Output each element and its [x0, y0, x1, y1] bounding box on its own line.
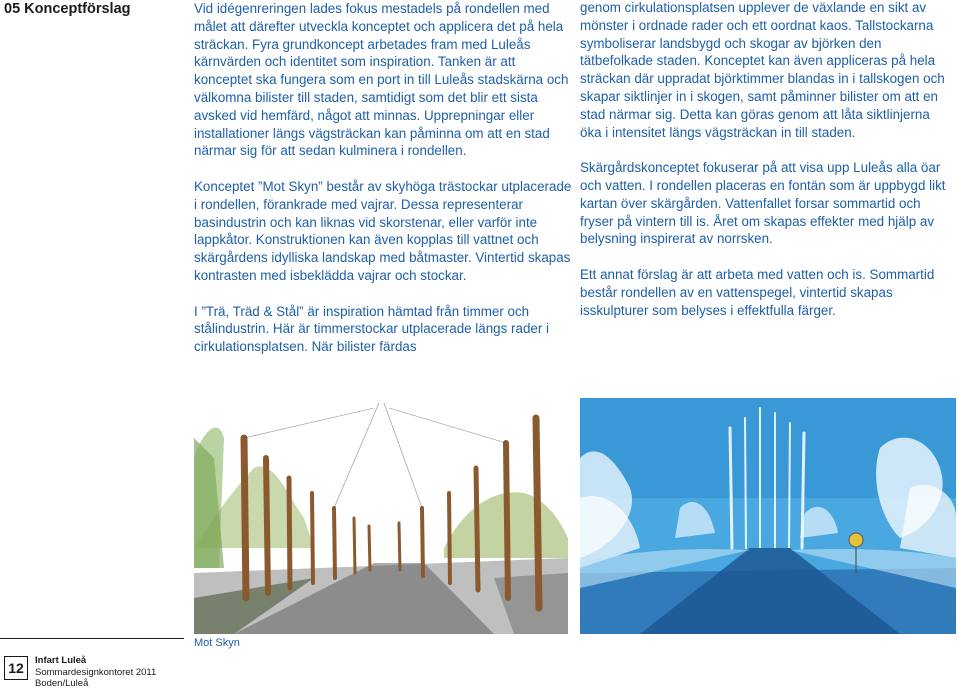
illustration-mot-skyn-summer: [194, 398, 568, 634]
page-number: 12: [4, 656, 28, 680]
image-caption: Mot Skyn: [194, 637, 240, 649]
paragraph-cirkulationsplats: genom cirkulationsplatsen upplever de växlande en sikt av mönster i ordnade rader och ett oordnat kaos. Tallstockarna symboliserar landsbygd och skogar av björken den tätbefolkade staden. Konceptet kan även appliceras på hela sträckan där uppradat björktimmer blandas in i tallskogen och skapar siktlinjer in i skogen, samt påminner bilister om att en stad närmar sig. Detta kan göras genom att låta siktlinjerna öka i intensitet längs vägsträckan in till staden.: [580, 0, 945, 140]
summer-sketch-image: [194, 398, 568, 634]
section-title: 05 Konceptförslag: [4, 1, 131, 17]
text-column-right: [580, 0, 954, 337]
text-column-left: [194, 0, 572, 374]
illustration-mot-skyn-winter: [580, 398, 956, 634]
footer-line-2: Sommardesignkontoret 2011: [35, 666, 157, 678]
paragraph-tra-trad-stal: I ”Trä, Träd & Stål” är inspiration hämtad från timmer och stålindustrin. Här är timmerstockar utplacerade längs rader i cirkulationsplatsen. När bilister färdas: [194, 303, 549, 355]
footer-line-3: Boden/Luleå: [35, 678, 89, 689]
footer-org: Infart Luleå: [35, 655, 87, 666]
paragraph-skargard: Skärgårdskonceptet fokuserar på att visa upp Luleås alla öar och vatten. I rondellen placeras en fontän som är uppbygd likt kartan över skärgården. Vattenfallet forsar sommartid och fryser på vintern till is. Året om skapas effekter med hjälp av belysning inspirerat av norrsken.: [580, 160, 946, 247]
paragraph-idegenerering: Vid idégenreringen lades fokus mestadels på rondellen med målet att därefter utveckla konceptet och applicera det på hela sträckan. Fyra grundkoncept arbetades fram med Luleås kärnvärden och identitet som inspiration. Tanken är att konceptet ska fungera som en port in till Luleås stadskärna och välkomna bilister till staden, samtidigt som det blir ett sista avsked vid hemfärd, något att minnas. Upprepningar eller installationer längs vägsträckan kan påminna om att en stad närmar sig för att sedan kulminera i rondellen.: [194, 1, 569, 159]
footer-credits: [35, 655, 156, 690]
winter-sketch-image: [580, 398, 956, 634]
paragraph-mot-skyn: Konceptet ”Mot Skyn” består av skyhöga trästockar utplacerade i rondellen, förankrade med vajrar. Dessa representerar basindustrin och kan liknas vid skorstenar, eller varför inte lappkåtor. Konstruktionen kan även kopplas till vattnet och skärgårdens idylliska landskap med båtmaster. Vintertid skapas kontrasten med isbeklädda vajrar och stockar.: [194, 178, 572, 283]
footer-divider: [0, 638, 184, 639]
paragraph-vatten-is: Ett annat förslag är att arbeta med vatten och is. Sommartid består rondellen av en vattenspegel, vintertid skapas isskulpturer som belyses i effektfulla färger.: [580, 266, 935, 318]
